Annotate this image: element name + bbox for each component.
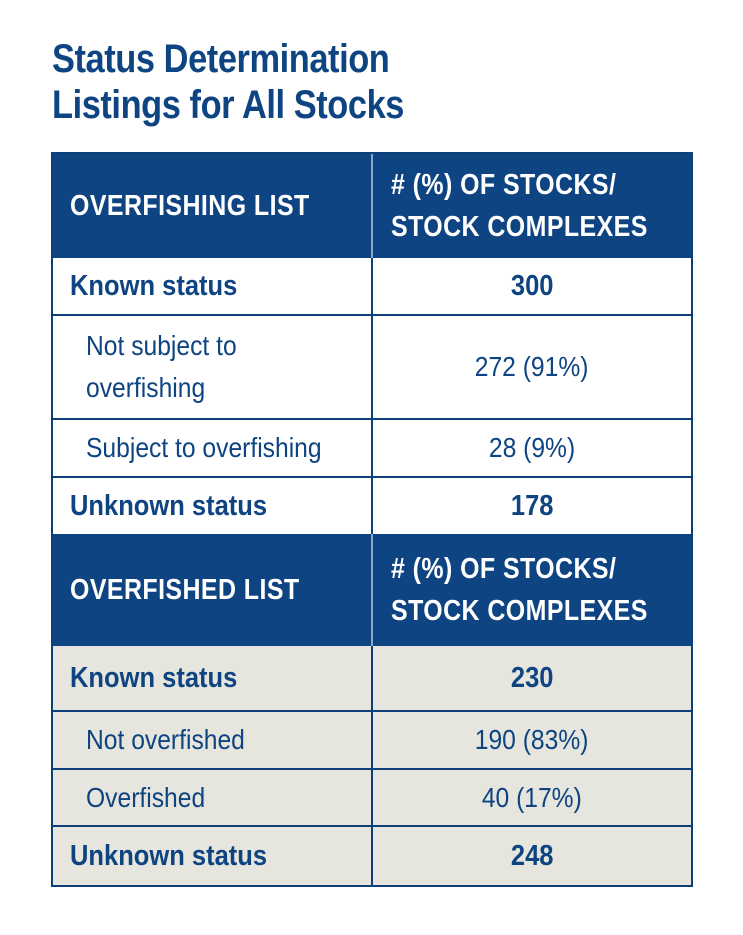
table-row [53, 825, 691, 885]
overfishing-header-label: OVERFISHING LIST [53, 154, 373, 258]
overfished-header-value-line-1: # (%) OF STOCKS/ [391, 553, 617, 585]
title-line-1: Status Determination [52, 37, 390, 81]
table-row [53, 314, 691, 418]
row-label: Not subject to overfishing [53, 316, 373, 418]
table-row [53, 710, 691, 768]
row-label: Known status [53, 258, 373, 314]
row-label: Overfished [53, 770, 373, 825]
row-value: 248 [510, 839, 554, 872]
overfished-header-row [53, 534, 691, 646]
overfishing-header-value [373, 154, 691, 258]
page-title [52, 36, 404, 128]
row-label: Not overfished [53, 712, 373, 768]
row-value: 272 (91%) [475, 351, 589, 382]
table-row [53, 418, 691, 476]
overfished-header-value [373, 534, 691, 646]
row-value: 190 (83%) [475, 724, 589, 755]
table-row [53, 476, 691, 534]
row-value: 300 [510, 269, 554, 302]
overfishing-header-value-line-2: STOCK COMPLEXES [391, 211, 648, 243]
row-label: Known status [53, 646, 373, 710]
row-value: 230 [510, 661, 554, 694]
table-row [53, 258, 691, 314]
overfishing-header-value-line-1: # (%) OF STOCKS/ [391, 169, 617, 201]
table-row [53, 768, 691, 825]
row-label: Subject to overfishing [53, 420, 373, 476]
row-value: 40 (17%) [482, 781, 582, 813]
overfished-header-value-line-2: STOCK COMPLEXES [391, 595, 648, 627]
row-value: 28 (9%) [488, 432, 576, 463]
status-table [51, 152, 693, 887]
row-label: Unknown status [53, 827, 373, 885]
title-line-2: Listings for All Stocks [52, 83, 405, 127]
overfishing-header-row [53, 154, 691, 258]
overfished-header-label: OVERFISHED LIST [53, 534, 373, 646]
table-row [53, 646, 691, 710]
row-value: 178 [510, 489, 554, 522]
row-label: Unknown status [53, 478, 373, 534]
